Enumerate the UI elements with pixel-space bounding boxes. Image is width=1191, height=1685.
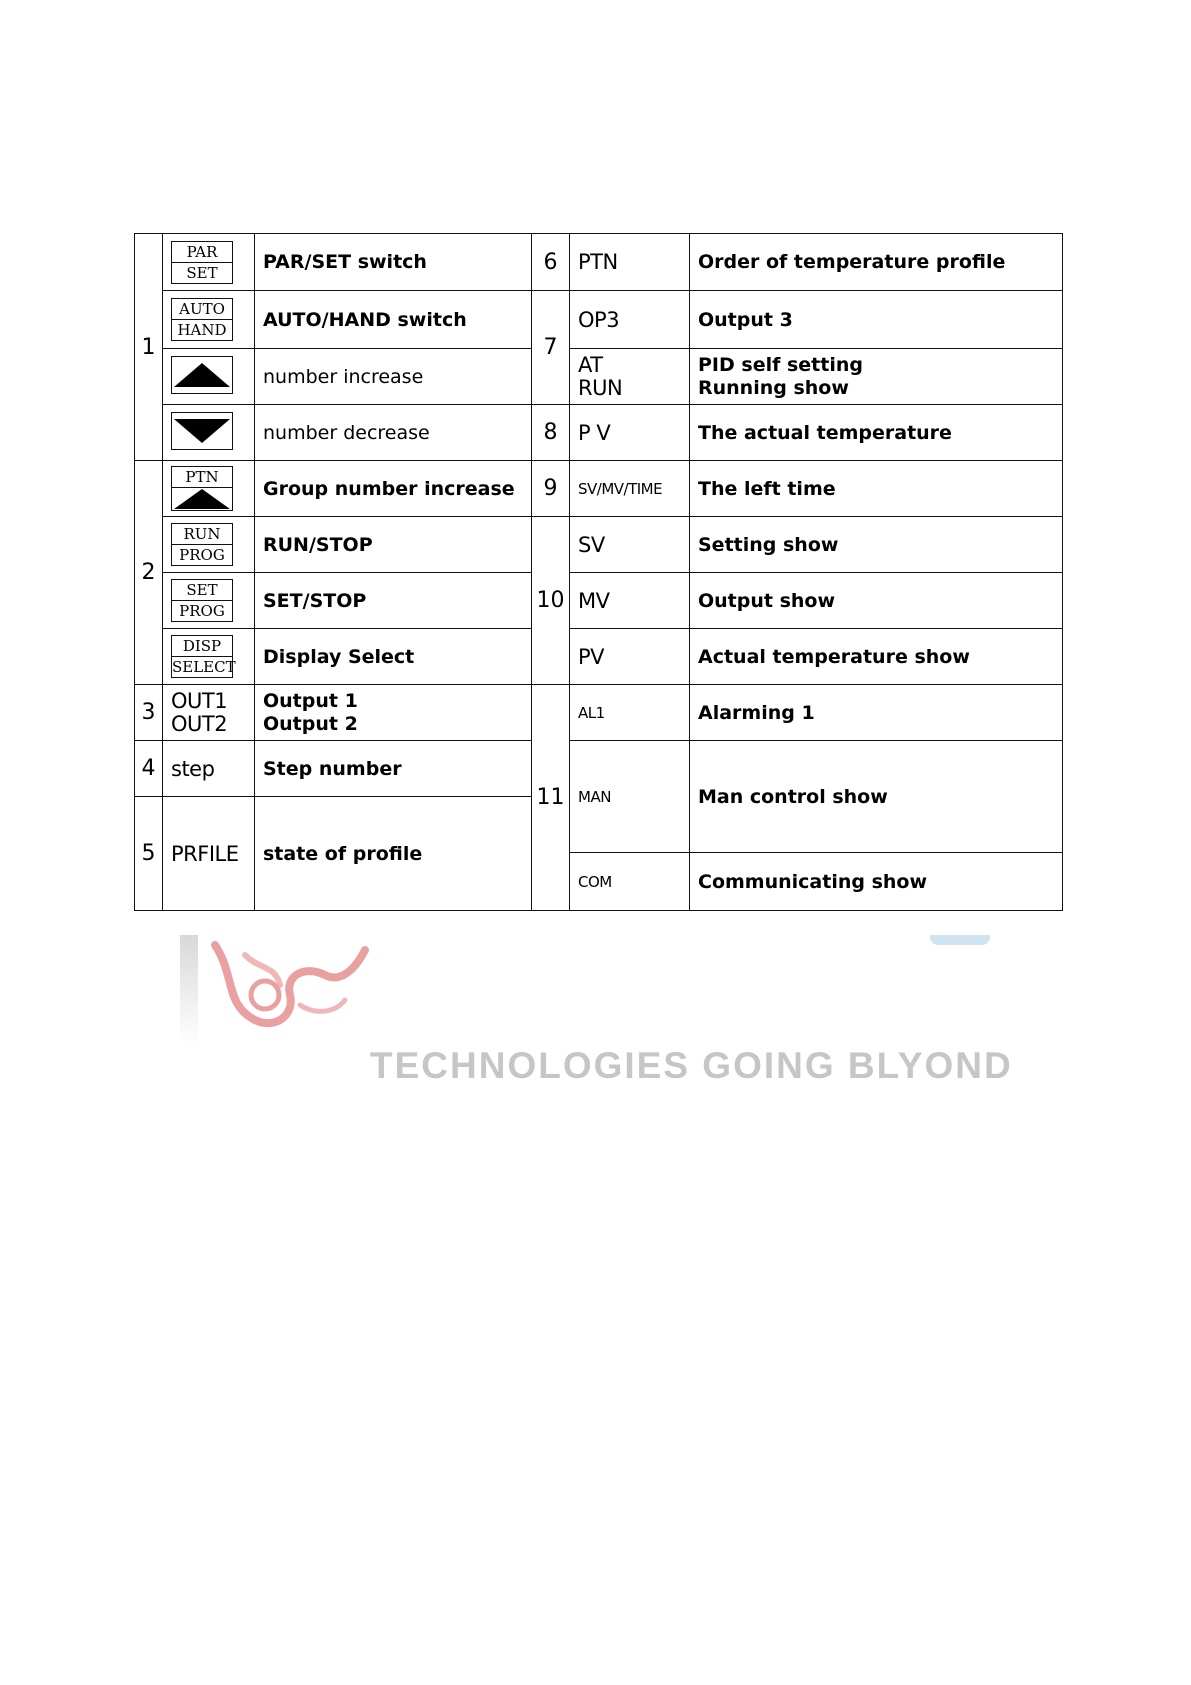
key-top-label: DISP xyxy=(172,636,232,657)
group-number-9: 9 xyxy=(532,461,570,517)
key-top-label: AUTO xyxy=(172,299,232,320)
key-bottom-label: SET xyxy=(186,263,218,282)
out1-description: Output 1 xyxy=(263,689,358,712)
set-prog-key-cell xyxy=(163,573,255,629)
out1-symbol: OUT1 xyxy=(171,688,228,713)
out-symbols xyxy=(163,685,255,741)
set-prog-key xyxy=(171,579,233,622)
key-bottom-label: SELECT xyxy=(172,658,236,676)
set-prog-description: SET/STOP xyxy=(255,573,532,629)
logo-accent xyxy=(930,935,990,945)
key-bottom-label: PROG xyxy=(179,602,225,620)
key-bottom-label: PROG xyxy=(179,546,225,564)
out-descriptions xyxy=(255,685,532,741)
ptn-up-description: Group number increase xyxy=(255,461,532,517)
auto-hand-key xyxy=(171,298,233,341)
run-prog-key-cell xyxy=(163,517,255,573)
step-symbol: step xyxy=(163,741,255,797)
par-set-key xyxy=(171,241,233,284)
logo-bar xyxy=(180,935,198,1045)
group-number-5: 5 xyxy=(135,797,163,911)
increase-description: number increase xyxy=(255,349,532,405)
ptn-key-cell xyxy=(163,461,255,517)
ptn-symbol: PTN xyxy=(570,234,690,291)
at-description: PID self setting xyxy=(698,353,863,376)
com-symbol: COM xyxy=(570,853,690,911)
pv10-description: Actual temperature show xyxy=(690,629,1063,685)
auto-hand-description: AUTO/HAND switch xyxy=(255,291,532,349)
out2-description: Output 2 xyxy=(263,712,358,735)
par-set-key-cell xyxy=(163,234,255,291)
run-prog-key xyxy=(171,523,233,566)
group-number-10: 10 xyxy=(532,517,570,685)
run-description: Running show xyxy=(698,376,849,399)
prfile-symbol: PRFILE xyxy=(163,797,255,911)
sv-mv-time-description: The left time xyxy=(690,461,1063,517)
group-number-7: 7 xyxy=(532,291,570,405)
sv-symbol: SV xyxy=(570,517,690,573)
group-number-6: 6 xyxy=(532,234,570,291)
decrease-description: number decrease xyxy=(255,405,532,461)
group-number-1: 1 xyxy=(135,234,163,461)
group-number-3: 3 xyxy=(135,685,163,741)
man-symbol: MAN xyxy=(570,741,690,853)
mv-description: Output show xyxy=(690,573,1063,629)
key-function-table xyxy=(134,233,1063,911)
disp-select-key-cell xyxy=(163,629,255,685)
prfile-description: state of profile xyxy=(255,797,532,911)
key-bottom-label: HAND xyxy=(177,321,227,339)
dragon-logo-icon xyxy=(205,935,405,1035)
group-number-11: 11 xyxy=(532,685,570,911)
brand-footer xyxy=(180,935,1013,1086)
key-top-label: PAR xyxy=(172,242,232,263)
sv-description: Setting show xyxy=(690,517,1063,573)
man-description: Man control show xyxy=(690,741,1063,853)
step-description: Step number xyxy=(255,741,532,797)
disp-select-key xyxy=(171,635,236,678)
pv-symbol: P V xyxy=(570,405,690,461)
pv10-symbol: PV xyxy=(570,629,690,685)
group-number-8: 8 xyxy=(532,405,570,461)
run-symbol: RUN xyxy=(578,375,623,400)
sv-mv-time-symbol: SV/MV/TIME xyxy=(570,461,690,517)
op3-symbol: OP3 xyxy=(570,291,690,349)
at-run-descriptions xyxy=(690,349,1063,405)
out2-symbol: OUT2 xyxy=(171,711,228,736)
key-top-label: SET xyxy=(172,580,232,601)
decrease-key-cell xyxy=(163,405,255,461)
increase-key-cell xyxy=(163,349,255,405)
auto-hand-key-cell xyxy=(163,291,255,349)
al1-description: Alarming 1 xyxy=(690,685,1063,741)
ptn-description: Order of temperature profile xyxy=(690,234,1063,291)
brand-tagline: TECHNOLOGIES GOING BLYOND xyxy=(370,1045,1013,1086)
ptn-up-key xyxy=(171,466,233,511)
group-number-4: 4 xyxy=(135,741,163,797)
up-triangle-icon xyxy=(171,356,233,394)
at-symbol: AT xyxy=(578,352,603,377)
run-prog-description: RUN/STOP xyxy=(255,517,532,573)
pv-description: The actual temperature xyxy=(690,405,1063,461)
key-top-label: PTN xyxy=(172,467,232,488)
group-number-2: 2 xyxy=(135,461,163,685)
par-set-description: PAR/SET switch xyxy=(255,234,532,291)
al1-symbol: AL1 xyxy=(570,685,690,741)
down-triangle-icon xyxy=(171,412,233,450)
com-description: Communicating show xyxy=(690,853,1063,911)
key-top-label: RUN xyxy=(172,524,232,545)
at-run-symbols xyxy=(570,349,690,405)
mv-symbol: MV xyxy=(570,573,690,629)
up-triangle-icon xyxy=(172,488,232,510)
disp-select-description: Display Select xyxy=(255,629,532,685)
op3-description: Output 3 xyxy=(690,291,1063,349)
